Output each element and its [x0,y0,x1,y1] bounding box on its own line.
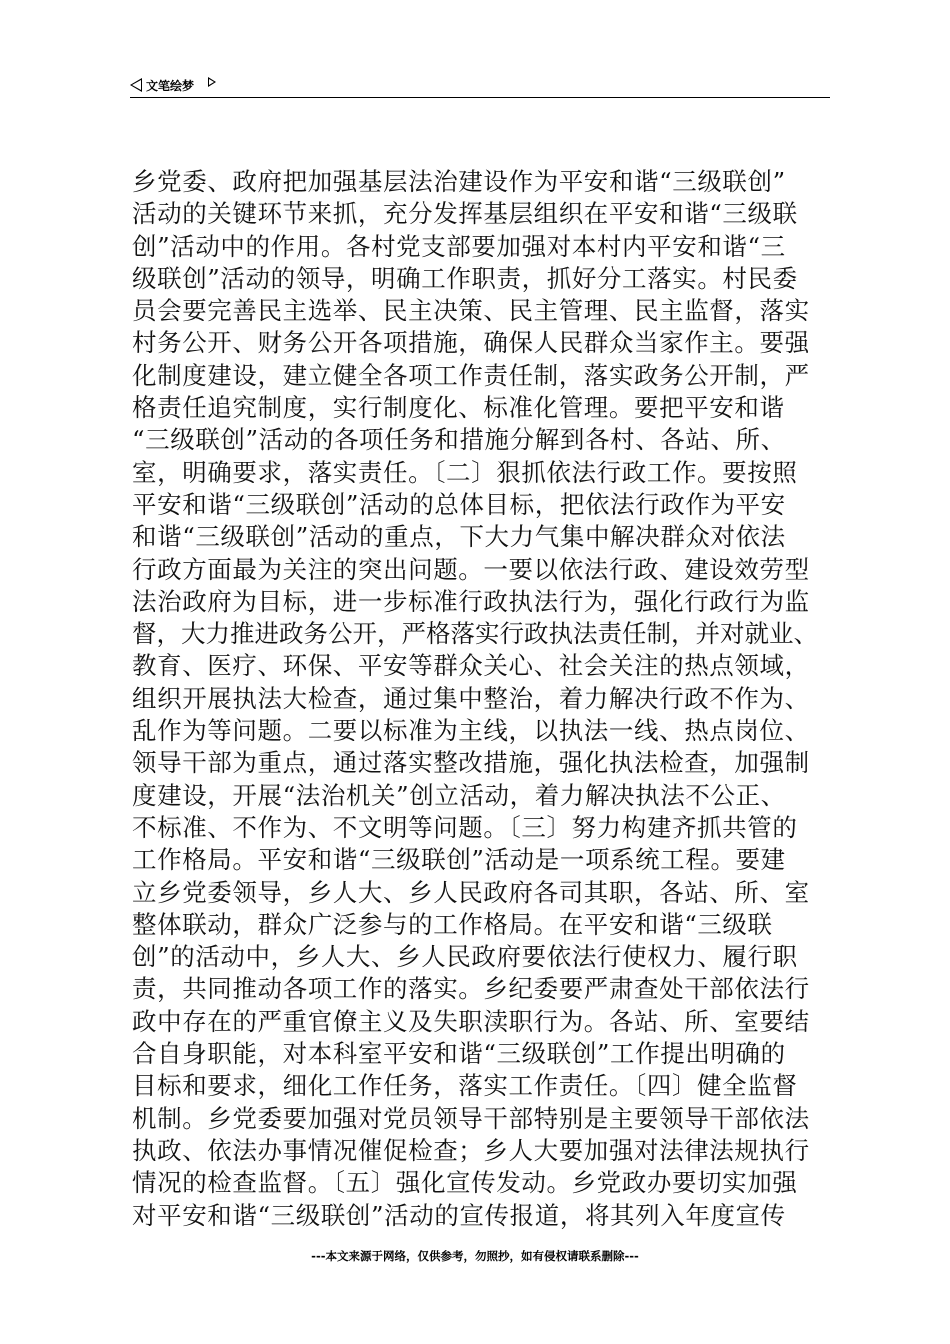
body-line: 执政、依法办事情况催促检查；乡人大要加强对法律法规执行 [132,1135,810,1165]
body-line: 情况的检查监督。〔五〕强化宣传发动。乡党政办要切实加强 [132,1168,798,1198]
body-line: 责，共同推动各项工作的落实。乡纪委要严肃查处干部依法行 [132,974,810,1004]
body-line: 教育、医疗、环保、平安等群众关心、社会关注的热点领域， [132,651,810,681]
body-line: 乱作为等问题。二要以标准为主线，以执法一线、热点岗位、 [132,716,810,746]
body-line: 政中存在的严重官僚主义及失职渎职行为。各站、所、室要结 [132,1006,810,1036]
body-line: 法治政府为目标，进一步标准行政执法行为，强化行政行为监 [132,586,810,616]
body-line: 合自身职能，对本科室平安和谐“三级联创”工作提出明确的 [132,1039,786,1069]
body-line: 行政方面最为关注的突出问题。一要以依法行政、建设效劳型 [132,554,810,584]
triangle-left-icon [130,78,142,92]
body-line: 度建设，开展“法治机关”创立活动，着力解决执法不公正、 [132,780,786,810]
body-line: 领导干部为重点，通过落实整改措施，强化执法检查，加强制 [132,748,810,778]
body-line: 村务公开、财务公开各项措施，确保人民群众当家作主。要强 [132,328,810,358]
body-line: 整体联动，群众广泛参与的工作格局。在平安和谐“三级联 [132,909,773,939]
body-line: 乡党委、政府把加强基层法治建设作为平安和谐“三级联创” [132,167,786,196]
footer-disclaimer: ---本文来源于网络，仅供参考，勿照抄，如有侵权请联系删除--- [311,1249,639,1263]
body-line: 不标准、不作为、不文明等问题。〔三〕努力构建齐抓共管的 [132,812,798,842]
body-line: 活动的关键环节来抓，充分发挥基层组织在平安和谐“三级联 [132,199,798,229]
body-line: 创”活动中的作用。各村党支部要加强对本村内平安和谐“三 [132,231,786,261]
page-header [130,74,216,96]
header-title: 文笔绘梦 [146,78,195,93]
body-line: 化制度建设，建立健全各项工作责任制，落实政务公开制，严 [132,360,810,390]
body-line: 立乡党委领导，乡人大、乡人民政府各司其职，各站、所、室 [132,877,810,907]
body-line: 组织开展执法大检查，通过集中整治，着力解决行政不作为、 [132,683,810,713]
triangle-right-icon [208,77,216,87]
body-line: 对平安和谐“三级联创”活动的宣传报道，将其列入年度宣传 [132,1200,786,1230]
body-line: 员会要完善民主选举、民主决策、民主管理、民主监督，落实 [132,296,810,326]
header-rule [130,97,830,98]
body-line: 工作格局。平安和谐“三级联创”活动是一项系统工程。要建 [132,845,786,875]
body-line: 平安和谐“三级联创”活动的总体目标，把依法行政作为平安 [132,489,786,519]
body-line: 督，大力推进政务公开，严格落实行政执法责任制，并对就业、 [132,619,818,649]
body-line: 目标和要求，细化工作任务，落实工作责任。〔四〕健全监督 [132,1071,798,1101]
body-text [132,166,822,1232]
body-line: 室，明确要求，落实责任。〔二〕狠抓依法行政工作。要按照 [132,457,798,487]
body-line: 和谐“三级联创”活动的重点，下大力气集中解决群众对依法 [132,522,786,552]
body-line: 机制。乡党委要加强对党员领导干部特别是主要领导干部依法 [132,1103,810,1133]
body-line: 格责任追究制度，实行制度化、标准化管理。要把平安和谐 [132,393,785,423]
body-line: 创”的活动中，乡人大、乡人民政府要依法行使权力、履行职 [132,942,798,972]
body-line: 级联创”活动的领导，明确工作职责，抓好分工落实。村民委 [132,263,798,293]
body-line: “三级联创”活动的各项任务和措施分解到各村、各站、所、 [132,425,786,455]
